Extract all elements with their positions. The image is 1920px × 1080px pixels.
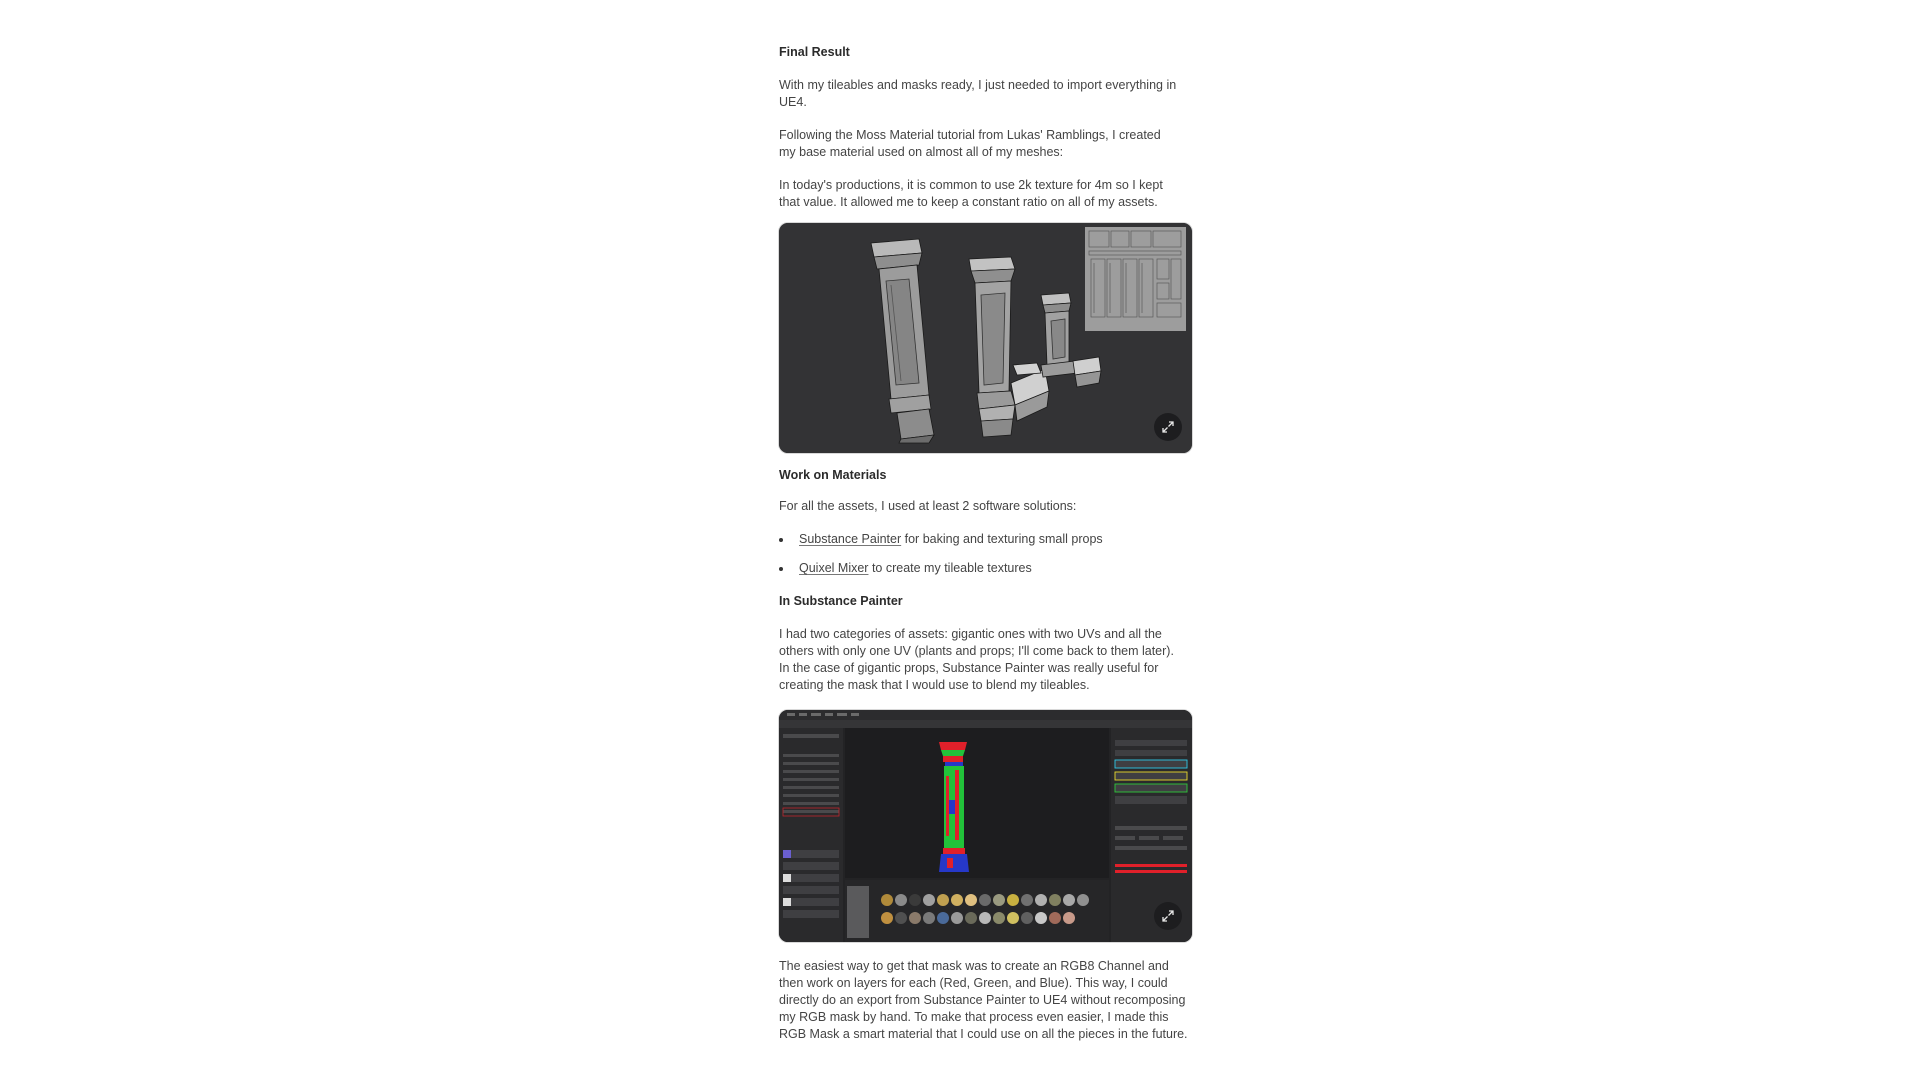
expand-icon (1162, 421, 1174, 433)
article (779, 44, 1195, 1043)
in-substance-painter-heading: In Substance Painter (779, 594, 903, 608)
list-item (799, 531, 1195, 548)
quixel-mixer-link[interactable]: Quixel Mixer (799, 561, 869, 575)
paragraph-import: With my tileables and masks ready, I just needed to import everything in UE4. (779, 78, 1177, 109)
list-item-text: to create my tileable textures (868, 561, 1032, 575)
expand-image-button[interactable] (1154, 902, 1182, 930)
paragraph-rgb-mask: The easiest way to get that mask was to create an RGB8 Channel and then work on layers for each (Red, Green, and Blue). This way, I could directly do an export from Substance Painter to UE4 without recomposing my RGB mask by hand. To make that process even easier, I made this RGB Mask a smart material that I could use on all the pieces in the future. (779, 959, 1188, 1041)
work-on-materials-heading: Work on Materials (779, 468, 887, 482)
substance-painter-screenshot (779, 710, 1192, 942)
pillars-uv-image[interactable] (779, 223, 1192, 453)
substance-painter-link[interactable]: Substance Painter (799, 532, 902, 546)
expand-image-button[interactable] (1154, 413, 1182, 441)
final-result-heading: Final Result (779, 45, 850, 59)
software-list (779, 531, 1195, 577)
paragraph-asset-categories: I had two categories of assets: gigantic ones with two UVs and all the others with only one UV (plants and props; I'll come back to them later). In the case of gigantic props, Substance Painter was really useful for creating the mask that I would use to blend my tileables. (779, 627, 1174, 692)
paragraph-software: For all the assets, I used at least 2 software solutions: (779, 499, 1077, 513)
expand-icon (1162, 910, 1174, 922)
list-item (799, 560, 1195, 577)
pillars-render (779, 223, 1192, 453)
list-item-text: for baking and texturing small props (901, 532, 1103, 546)
paragraph-texel-density: In today's productions, it is common to use 2k texture for 4m so I kept that value. It allowed me to keep a constant ratio on all of my assets. (779, 178, 1163, 209)
paragraph-moss-material: Following the Moss Material tutorial from Lukas' Ramblings, I created my base material used on almost all of my meshes: (779, 128, 1161, 159)
substance-painter-image[interactable] (779, 710, 1192, 942)
